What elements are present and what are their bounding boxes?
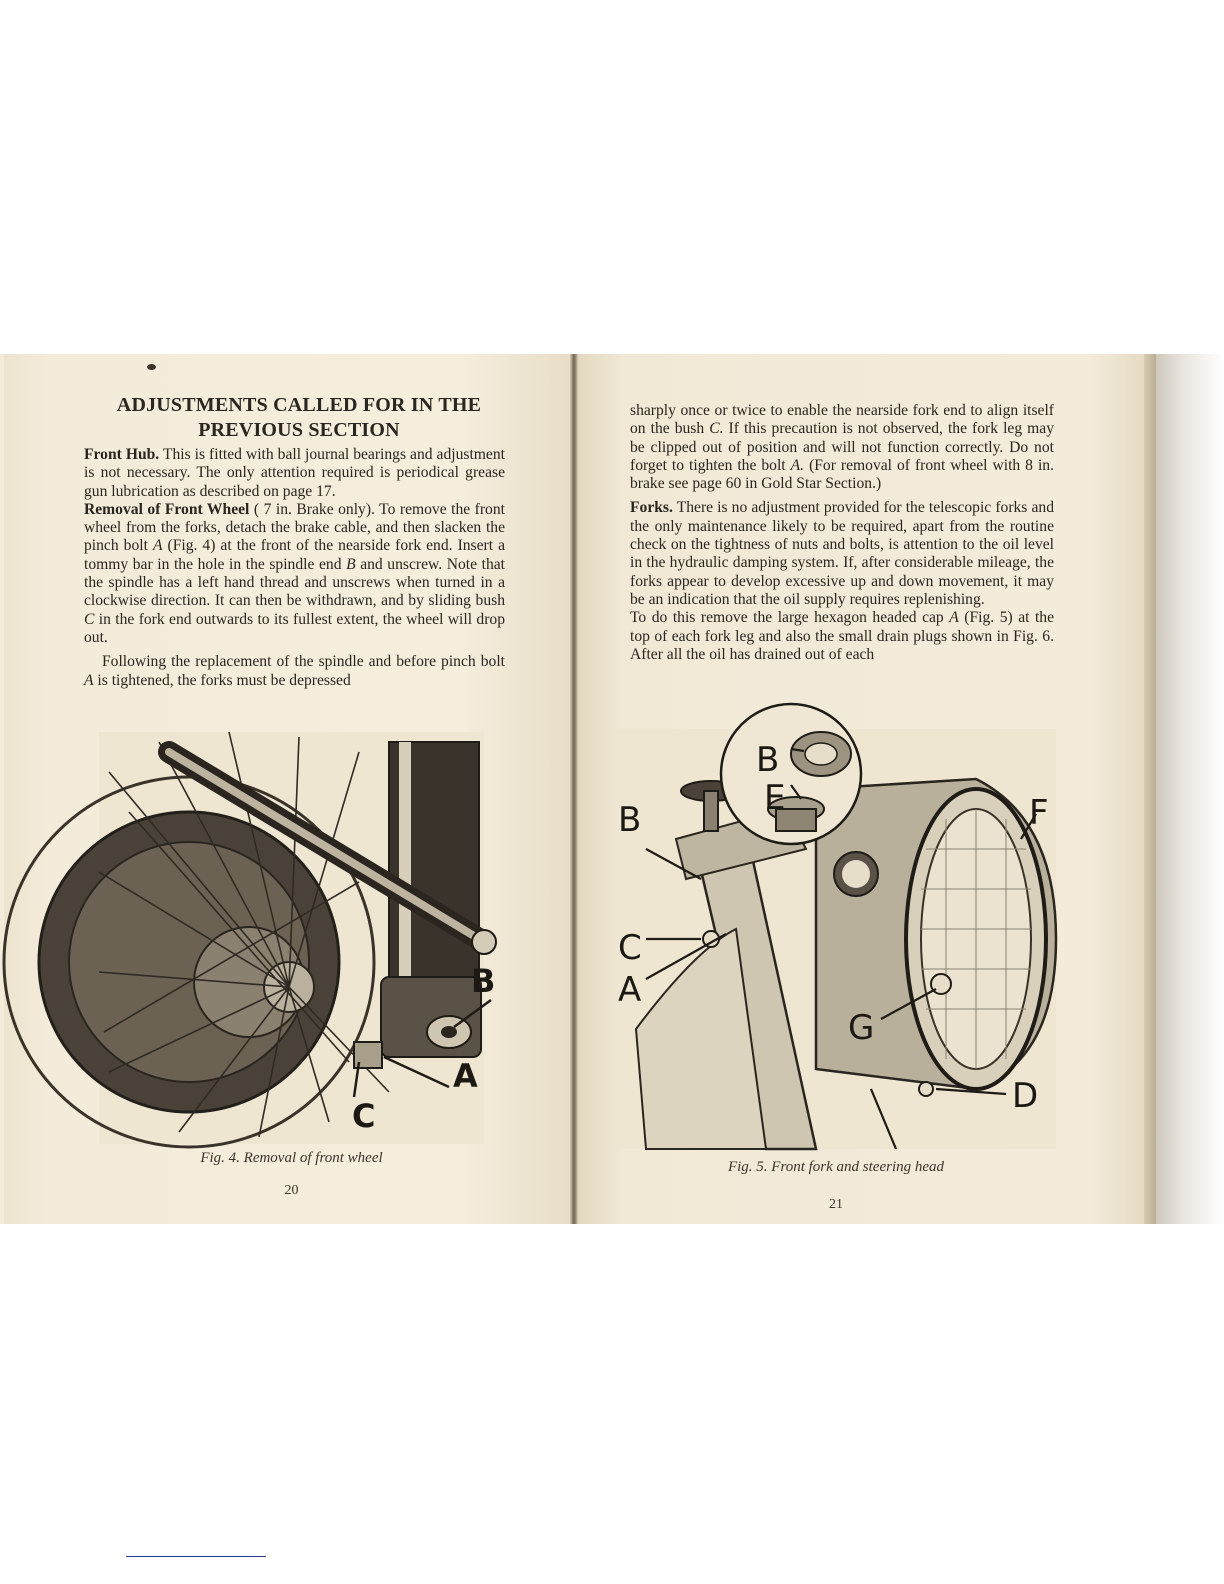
forks-heading: Forks. (630, 499, 673, 517)
fig5-inset-label-b: B (756, 740, 780, 780)
forks-paragraph: Forks. There is no adjustment provided for the telescopic forks and the only maintenance likely to be required, apart from the routine check on the tightness of nuts and bolts, is attention to the oil level in the hydraulic damping system. If, after considerable mileage, the forks appear to develop excessive up and down movement, it may be an indication that the oil supply requires replenishing. To do this remove the large hexagon headed cap A (Fig. 5) at the top of each fork leg and also the small drain plugs shown in Fig. 6. After all the oil has drained out of each (630, 499, 1054, 663)
ink-mark (147, 364, 156, 370)
book-gutter (570, 354, 578, 1224)
fig5-label-a: A (618, 970, 642, 1010)
fig5-inset-label-e: E (764, 778, 786, 818)
book-spread (0, 354, 1224, 1224)
left-body-text (84, 446, 505, 696)
front-wheel-drawing (99, 732, 496, 1144)
front-hub-heading: Front Hub. (84, 446, 160, 463)
scan-shadow (1156, 354, 1224, 1224)
fig5-label-d: D (1012, 1076, 1039, 1116)
fig4-label-c: C (352, 1097, 376, 1135)
front-hub-paragraph: Front Hub. This is fitted with ball journal bearings and adjustment is not necessary. The only attention required is periodical grease gun lubrication as described on page 17. Removal of Front Wheel ( 7 in. Brake only). To remove the front wheel from the forks, detach the brake cable, and then slacken the pinch bolt A (Fig. 4) at the front of the nearside fork end. Insert a tommy bar in the hole in the spindle end B and unscrew. Note that the spindle has a left hand thread and unscrews when turned in a clockwise direction. It can then be withdrawn, and by sliding bush C in the fork end outwards to its fullest extent, the wheel will drop out. (84, 446, 506, 646)
fig4-label-b: B (471, 962, 496, 1000)
page-number-left: 20 (284, 1183, 299, 1198)
fig5-label-g: G (848, 1008, 875, 1048)
left-page (4, 354, 574, 1224)
section-title (84, 393, 514, 443)
right-body-text (630, 402, 1054, 670)
fig4-label-a: A (453, 1057, 478, 1095)
fig-4-caption: Fig. 4. Removal of front wheel (200, 1150, 383, 1166)
footnote-rule (126, 1556, 266, 1557)
removal-heading: Removal of Front Wheel (84, 500, 250, 518)
title-line-1: ADJUSTMENTS CALLED FOR IN THE (116, 394, 482, 416)
page-number-right: 21 (829, 1197, 843, 1212)
fig5-label-c: C (618, 928, 642, 968)
fig5-label-b: B (618, 800, 642, 840)
front-fork-drawing (616, 729, 1056, 1149)
fig-4-illustration (99, 732, 496, 1144)
continued-paragraph: sharply once or twice to enable the nearside fork end to align itself on the bush C. If this precaution is not observed, the fork leg may be clipped out of position and will not function correctly. Do not forget to tighten the bolt A. (For removal of front wheel with 8 in. brake see page 60 in Gold Star Section.) (630, 402, 1054, 493)
fig5-label-f: F (1029, 793, 1049, 833)
following-paragraph: Following the replacement of the spindle and before pinch bolt A is tightened, the forks must be depressed (84, 653, 505, 689)
fig-5-caption: Fig. 5. Front fork and steering head (727, 1159, 945, 1175)
right-page (578, 354, 1144, 1224)
page-edge (1144, 354, 1156, 1224)
title-line-2: PREVIOUS SECTION (198, 419, 400, 441)
fig-5-illustration (616, 729, 1056, 1149)
